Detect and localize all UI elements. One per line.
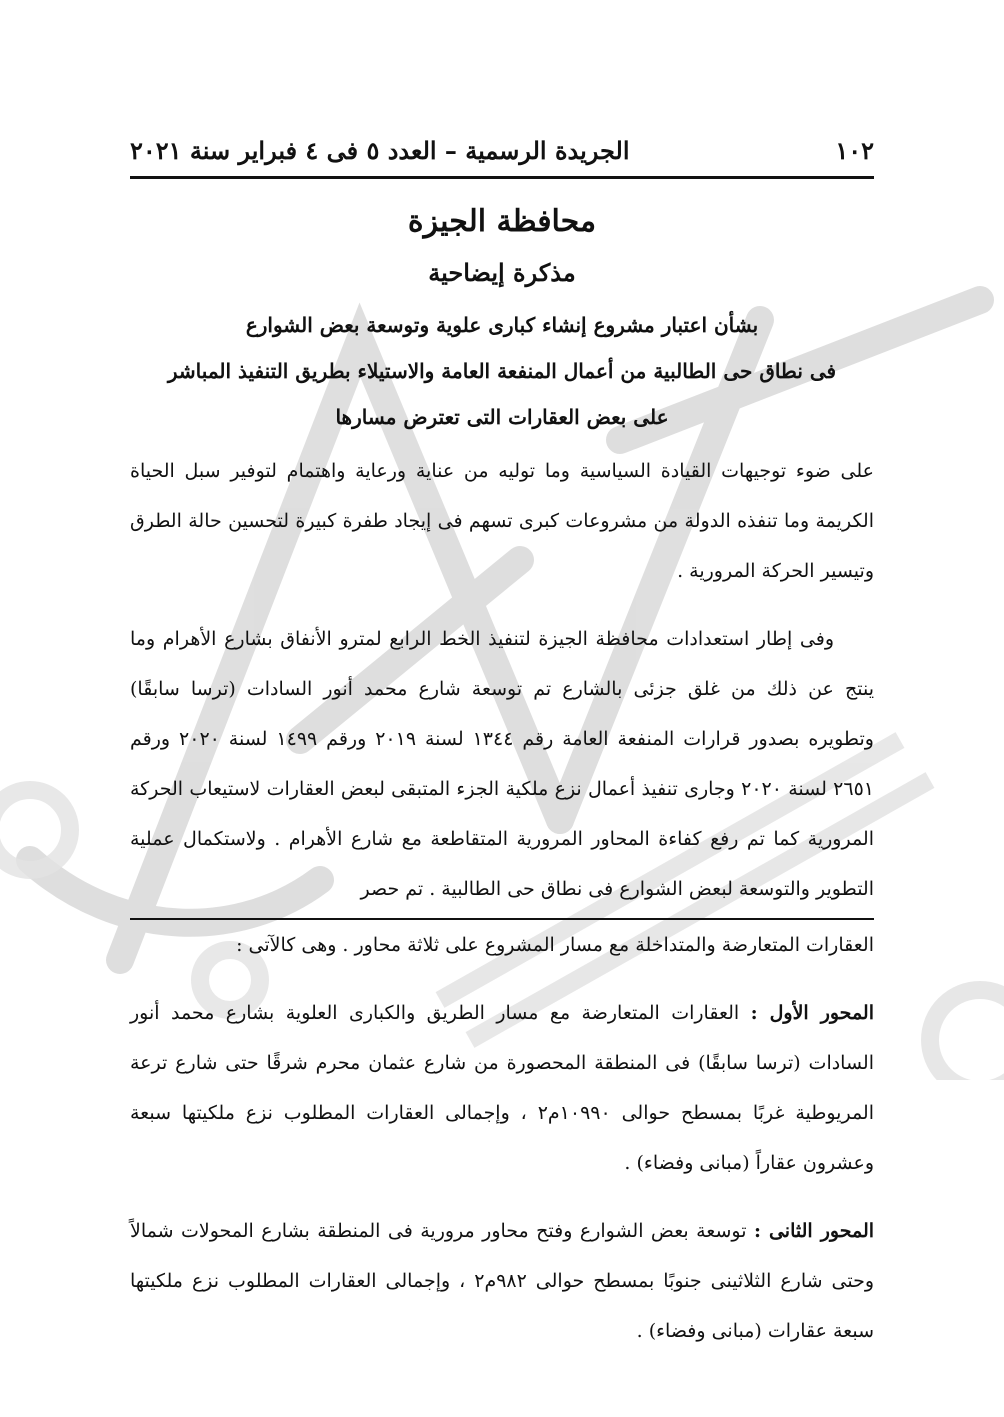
- subject-block: [130, 302, 874, 440]
- axis-2-label: المحور الثانى :: [753, 1220, 875, 1242]
- page-number: ١٠٢: [835, 135, 874, 165]
- axis-1-label: المحور الأول :: [750, 1002, 874, 1024]
- header-rule: [130, 176, 874, 179]
- paragraph-context-tail: العقارات المتعارضة والمتداخلة مع مسار المشروع على ثلاثة محاور . وهى كالآتى :: [236, 934, 874, 956]
- paragraph-intro: على ضوء توجيهات القيادة السياسية وما توليه من عناية ورعاية واهتمام لتوفير سبل الحياة الكريمة وما تنفذه الدولة من مشروعات كبرى تسهم فى إيجاد طفرة كبيرة لتحسين حالة الطرق وتيسير الحركة المرورية .: [130, 460, 874, 582]
- subject-line: فى نطاق حى الطالبية من أعمال المنفعة العامة والاستيلاء بطريق التنفيذ المباشر: [167, 359, 837, 383]
- document-type-title: مذكرة إيضاحية: [428, 258, 576, 287]
- subject-line: على بعض العقارات التى تعترض مسارها: [335, 405, 669, 429]
- publication-title: الجريدة الرسمية – العدد ٥ فى ٤ فبراير سنة ٢٠٢١: [130, 135, 630, 165]
- axis-1-text: العقارات المتعارضة مع مسار الطريق والكبارى العلوية بشارع محمد أنور السادات (ترسا سابقًا) فى المنطقة المحصورة من شارع عثمان محرم شرقًا حتى شارع ترعة المريوطية غربًا بمسطح حوالى ١٠٩٩٠م٢ ، وإجمالى العقارات المطلوب نزع ملكيتها سبعة وعشرون عقاراً (مبانى وفضاء) .: [130, 1002, 874, 1174]
- document-body: [130, 200, 874, 1374]
- paragraph-context: وفى إطار استعدادات محافظة الجيزة لتنفيذ الخط الرابع لمترو الأنفاق بشارع الأهرام وما ينتج عن ذلك من غلق جزئى بالشارع تم توسعة شارع محمد أنور السادات (ترسا سابقًا) وتطويره بصدور قرارات المنفعة العامة رقم ١٣٤٤ لسنة ٢٠١٩ ورقم ١٤٩٩ لسنة ٢٠٢٠ ورقم ٢٦٥١ لسنة ٢٠٢٠ وجارى تنفيذ أعمال نزع ملكية الجزء المتبقى لبعض العقارات لاستيعاب الحركة المرورية كما تم رفع كفاءة المحاور المرورية المتقاطعة مع شارع الأهرام . ولاستكمال عملية التطوير والتوسعة لبعض الشوارع فى نطاق حى الطالبية . تم حصر: [130, 628, 874, 900]
- page-header: [130, 128, 874, 172]
- axis-2-paragraph: [130, 1206, 874, 1356]
- subject-line: بشأن اعتبار مشروع إنشاء كبارى علوية وتوسعة بعض الشوارع: [245, 313, 759, 337]
- axis-2-text: توسعة بعض الشوارع وفتح محاور مرورية فى المنطقة بشارع المحولات شمالاً وحتى شارع الثلاثينى جنوبًا بمسطح حوالى ٩٨٢م٢ ، وإجمالى العقارات المطلوب نزع ملكيتها سبعة عقارات (مبانى وفضاء) .: [130, 1220, 875, 1342]
- axis-1-paragraph: [130, 988, 874, 1188]
- authority-title: محافظة الجيزة: [407, 204, 597, 239]
